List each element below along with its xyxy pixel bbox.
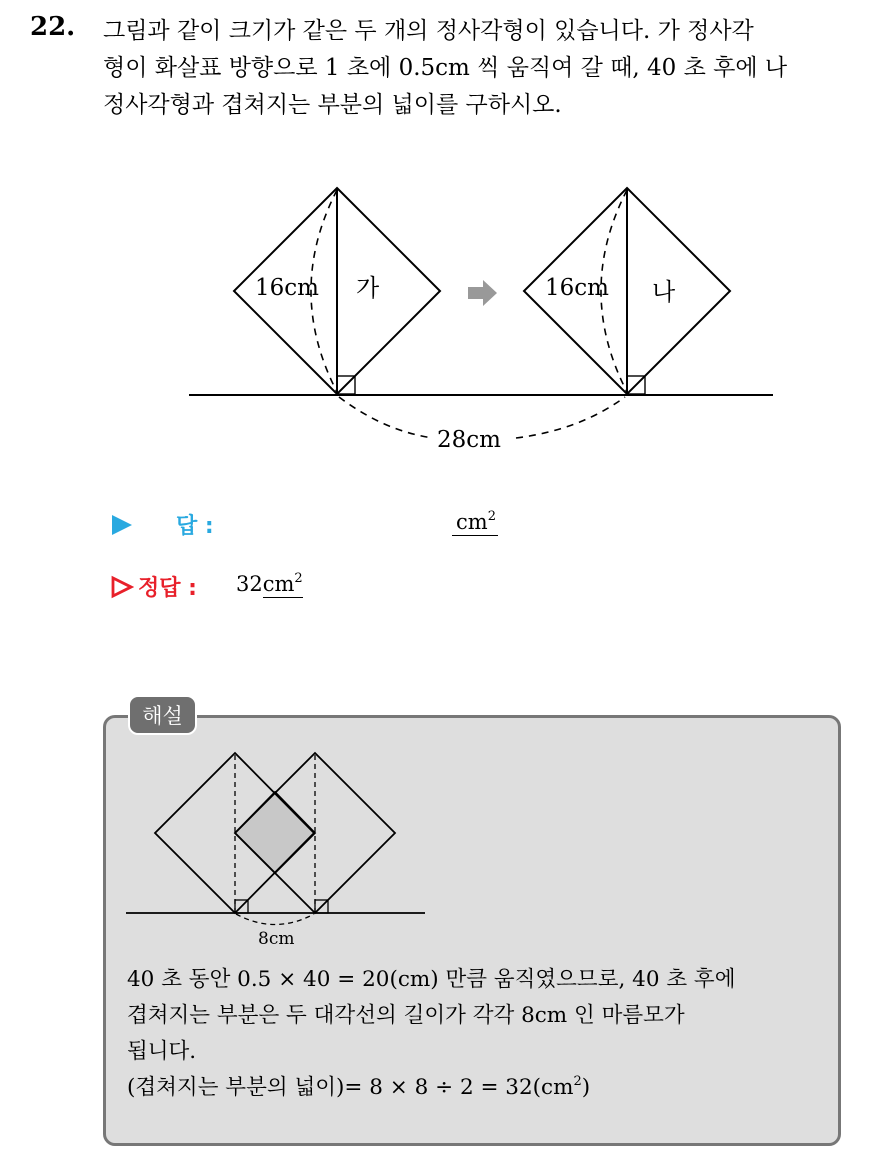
distance-label: 28cm xyxy=(437,427,501,453)
formula-prefix: (겹쳐지는 부분의 넓이)= 8 × 8 ÷ 2 = 32(cm xyxy=(127,1075,574,1100)
diagonal-label-b: 16cm xyxy=(545,275,609,301)
answer-exponent: 2 xyxy=(487,509,496,524)
question-line: 형이 화살표 방향으로 1 초에 0.5cm 씩 움직여 갈 때, 40 초 후에 나 xyxy=(103,55,788,81)
explanation-tag: 해설 xyxy=(128,695,197,735)
correct-exponent: 2 xyxy=(294,571,303,586)
question-line: 그림과 같이 크기가 같은 두 개의 정사각형이 있습니다. 가 정사각 xyxy=(103,18,754,44)
correct-unit: cm xyxy=(262,572,295,596)
question-line: 정사각형과 겹쳐지는 부분의 넓이를 구하시오. xyxy=(103,92,562,118)
answer-unit: cm xyxy=(456,510,488,534)
overlap-rhombus xyxy=(235,792,315,873)
explanation-line: 됩니다. xyxy=(127,1039,197,1064)
correct-value: 32 xyxy=(236,572,263,596)
formula-exponent: 2 xyxy=(573,1074,582,1089)
answer-label: 답 : xyxy=(176,514,214,539)
diagonal-label-a: 16cm xyxy=(255,275,319,301)
small-distance-brace xyxy=(236,914,314,925)
formula-suffix: ) xyxy=(581,1075,591,1100)
explanation-text xyxy=(127,962,837,1106)
small-distance-label: 8cm xyxy=(258,929,295,949)
question-number: 22. xyxy=(30,12,76,42)
explanation-line: 겹쳐지는 부분은 두 대각선의 길이가 각각 8cm 인 마름모가 xyxy=(127,1003,685,1028)
explanation-line: 40 초 동안 0.5 × 40 = 20(cm) 만큼 움직였으므로, 40 초 후에 xyxy=(127,967,736,992)
explanation-formula xyxy=(127,1070,837,1106)
square-b-label: 나 xyxy=(652,278,676,306)
square-a-label: 가 xyxy=(356,274,380,302)
correct-label: 정답 : xyxy=(138,576,197,601)
